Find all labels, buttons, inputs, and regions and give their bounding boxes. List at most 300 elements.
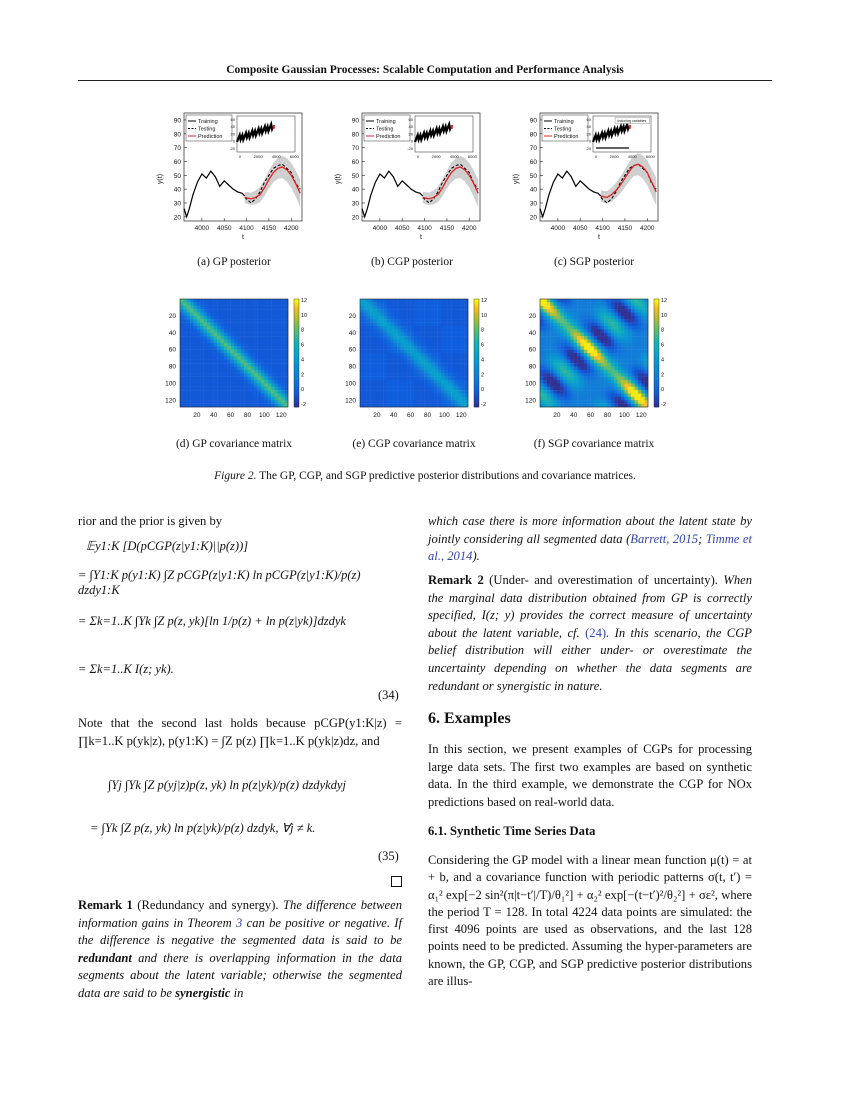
heatmap-cell (567, 370, 571, 374)
heatmap-cell (641, 326, 645, 330)
heatmap-cell (227, 390, 231, 394)
colorbar-segment (294, 383, 299, 386)
heatmap-cell (591, 400, 595, 404)
heatmap-x-tick: 100 (438, 412, 450, 419)
heatmap-cell (608, 404, 612, 408)
heatmap-cell (281, 397, 285, 401)
running-header: Composite Gaussian Processes: Scalable Computation and Performance Analysis (226, 64, 624, 76)
heatmap-cell (278, 306, 282, 310)
x-tick-label: 4200 (462, 225, 477, 232)
heatmap-cell (608, 380, 612, 384)
heatmap-cell (614, 329, 618, 333)
heatmap-cell (414, 299, 418, 303)
heatmap-cell (604, 394, 608, 398)
heatmap-cell (614, 350, 618, 354)
y-tick-label: 90 (529, 117, 537, 125)
heatmap-cell (451, 397, 455, 401)
heatmap-cell (407, 306, 411, 310)
heatmap-cell (635, 360, 639, 364)
heatmap-cell (180, 390, 184, 394)
heatmap-cell (645, 343, 649, 347)
heatmap-cell (564, 387, 568, 391)
heatmap-cell (458, 356, 462, 360)
heatmap-cell (231, 346, 235, 350)
heatmap-cell (441, 390, 445, 394)
heatmap-cell (394, 373, 398, 377)
heatmap-cell (458, 313, 462, 317)
heatmap-cell (227, 370, 231, 374)
heatmap-cell (244, 353, 248, 357)
heatmap-cell (441, 383, 445, 387)
heatmap-cell (611, 302, 615, 306)
heatmap-cell (217, 340, 221, 344)
heatmap-cell (377, 336, 381, 340)
heatmap-cell (604, 373, 608, 377)
heatmap-cell (560, 340, 564, 344)
heatmap-cell (278, 387, 282, 391)
heatmap-cell (275, 313, 279, 317)
heatmap-cell (234, 350, 238, 354)
heatmap-cell (635, 400, 639, 404)
heatmap-cell (367, 390, 371, 394)
heatmap-cell (241, 373, 245, 377)
colorbar-segment (474, 361, 479, 364)
heatmap-cell (278, 350, 282, 354)
colorbar-segment (474, 299, 479, 302)
heatmap-cell (237, 323, 241, 327)
heatmap-cell (641, 390, 645, 394)
heatmap-cell (401, 350, 405, 354)
heatmap-cell (221, 373, 225, 377)
heatmap-cell (638, 340, 642, 344)
heatmap-cell (574, 309, 578, 313)
heatmap-cell (421, 373, 425, 377)
heatmap-cell (190, 363, 194, 367)
heatmap-cell (251, 370, 255, 374)
heatmap-cell (183, 326, 187, 330)
heatmap-cell (251, 309, 255, 313)
heatmap-cell (254, 383, 258, 387)
heatmap-cell (621, 340, 625, 344)
heatmap-cell (547, 390, 551, 394)
heatmap-cell (581, 353, 585, 357)
heatmap-cell (207, 309, 211, 313)
heatmap-cell (428, 346, 432, 350)
heatmap-cell (414, 363, 418, 367)
cont-b: ). (472, 549, 480, 564)
heatmap-cell (461, 336, 465, 340)
heatmap-cell (360, 383, 364, 387)
heatmap-cell (224, 309, 228, 313)
heatmap-cell (624, 404, 628, 408)
heatmap-cell (217, 333, 221, 337)
heatmap-cell (374, 367, 378, 371)
heatmap-cell (281, 387, 285, 391)
heatmap-cell (608, 346, 612, 350)
heatmap-cell (635, 343, 639, 347)
heatmap-cell (237, 397, 241, 401)
heatmap-cell (424, 333, 428, 337)
heatmap-cell (207, 316, 211, 320)
heatmap-cell (560, 323, 564, 327)
heatmap-cell (631, 390, 635, 394)
heatmap-cell (547, 340, 551, 344)
heatmap-cell (197, 377, 201, 381)
heatmap-cell (214, 383, 218, 387)
heatmap-cell (550, 380, 554, 384)
heatmap-cell (560, 383, 564, 387)
heatmap-cell (367, 367, 371, 371)
heatmap-cell (424, 336, 428, 340)
heatmap-cell (591, 302, 595, 306)
heatmap-cell (224, 380, 228, 384)
heatmap-cell (421, 313, 425, 317)
heatmap-cell (458, 326, 462, 330)
heatmap-cell (394, 329, 398, 333)
heatmap-cell (444, 373, 448, 377)
heatmap-cell (547, 333, 551, 337)
heatmap-cell (591, 346, 595, 350)
heatmap-cell (244, 340, 248, 344)
heatmap-cell (374, 309, 378, 313)
heatmap-cell (594, 353, 598, 357)
heatmap-cell (271, 370, 275, 374)
heatmap-cell (547, 387, 551, 391)
heatmap-cell (431, 306, 435, 310)
heatmap-cell (414, 306, 418, 310)
heatmap-x-tick: 120 (455, 412, 467, 419)
heatmap-cell (448, 377, 452, 381)
heatmap-cell (411, 309, 415, 313)
heatmap-cell (554, 350, 558, 354)
citation-timme[interactable]: Timme et al., 2014 (428, 531, 752, 564)
theorem-ref[interactable]: 3 (236, 915, 243, 930)
heatmap-cell (444, 343, 448, 347)
heatmap-cell (624, 387, 628, 391)
heatmap-cell (387, 346, 391, 350)
heatmap-cell (581, 329, 585, 333)
heatmap-cell (407, 299, 411, 303)
heatmap-cell (210, 333, 214, 337)
heatmap-cell (587, 309, 591, 313)
heatmap-cell (458, 367, 462, 371)
heatmap-cell (221, 360, 225, 364)
heatmap-cell (604, 309, 608, 313)
heatmap-cell (431, 299, 435, 303)
heatmap-cell (594, 377, 598, 381)
heatmap-cell (438, 397, 442, 401)
heatmap-cell (264, 306, 268, 310)
heatmap-cell (540, 333, 544, 337)
heatmap-cell (417, 360, 421, 364)
heatmap-cell (438, 333, 442, 337)
heatmap-cell (377, 356, 381, 360)
heatmap-cell (370, 326, 374, 330)
heatmap-cell (180, 400, 184, 404)
heatmap-cell (390, 356, 394, 360)
heatmap-cell (631, 400, 635, 404)
heatmap-cell (275, 309, 279, 313)
heatmap-cell (608, 340, 612, 344)
heatmap-cell (204, 387, 208, 391)
heatmap-cell (635, 299, 639, 303)
heatmap-cell (214, 397, 218, 401)
heatmap-cell (577, 404, 581, 408)
heatmap-cell (397, 367, 401, 371)
colorbar-segment (654, 394, 659, 397)
heatmap-cell (210, 350, 214, 354)
heatmap-cell (390, 377, 394, 381)
y-tick-label: 40 (173, 186, 181, 194)
heatmap-cell (275, 400, 279, 404)
heatmap-cell (281, 370, 285, 374)
heatmap-cell (641, 397, 645, 401)
heatmap-cell (251, 350, 255, 354)
heatmap-cell (281, 326, 285, 330)
colorbar-segment (654, 313, 659, 316)
heatmap-cell (574, 363, 578, 367)
heatmap-cell (411, 336, 415, 340)
heatmap-cell (587, 367, 591, 371)
colorbar-segment (474, 402, 479, 405)
heatmap-cell (214, 377, 218, 381)
heatmap-cell (618, 400, 622, 404)
heatmap-cell (244, 333, 248, 337)
heatmap-cell (384, 313, 388, 317)
heatmap-cell (618, 336, 622, 340)
citation-barrett[interactable]: Barrett, 2015 (630, 531, 699, 546)
heatmap-cell (567, 316, 571, 320)
heatmap-cell (387, 394, 391, 398)
heatmap-cell (281, 377, 285, 381)
heatmap-cell (570, 387, 574, 391)
heatmap-cell (363, 380, 367, 384)
cgp-posterior-plot (328, 105, 488, 255)
heatmap-cell (451, 394, 455, 398)
heatmap-cell (597, 360, 601, 364)
heatmap-cell (421, 299, 425, 303)
heatmap-cell (360, 390, 364, 394)
heatmap-cell (180, 329, 184, 333)
heatmap-cell (465, 383, 469, 387)
heatmap-cell (597, 370, 601, 374)
heatmap-cells (360, 299, 468, 407)
heatmap-cell (411, 363, 415, 367)
panel-cgp-posterior (328, 105, 488, 260)
colorbar-segment (294, 326, 299, 329)
heatmap-x-tick: 40 (210, 412, 218, 419)
remark1-a: The difference between information gains in Theorem (78, 898, 403, 930)
heatmap-cell (210, 390, 214, 394)
heatmap-cell (560, 336, 564, 340)
heatmap-cell (458, 370, 462, 374)
heatmap-cell (421, 309, 425, 313)
heatmap-cell (285, 400, 289, 404)
heatmap-cell (635, 319, 639, 323)
heatmap-cell (394, 356, 398, 360)
heatmap-cell (438, 316, 442, 320)
heatmap-cell (567, 309, 571, 313)
heatmap-cell (587, 306, 591, 310)
heatmap-cell (584, 377, 588, 381)
heatmap-cell (200, 397, 204, 401)
heatmap-cell (618, 326, 622, 330)
heatmap-cell (237, 316, 241, 320)
heatmap-cell (543, 404, 547, 408)
heatmap-cell (404, 367, 408, 371)
heatmap-cell (411, 390, 415, 394)
heatmap-cell (631, 363, 635, 367)
heatmap-cell (374, 306, 378, 310)
heatmap-cell (224, 350, 228, 354)
heatmap-cell (254, 336, 258, 340)
heatmap-cell (271, 340, 275, 344)
heatmap-cell (360, 360, 364, 364)
heatmap-cell (638, 353, 642, 357)
heatmap-cell (451, 319, 455, 323)
heatmap-cell (200, 299, 204, 303)
heatmap-cell (370, 329, 374, 333)
heatmap-cell (641, 377, 645, 381)
colorbar-tick: 2 (481, 372, 485, 379)
heatmap-cell (618, 377, 622, 381)
heatmap-cell (258, 316, 262, 320)
heatmap-cell (434, 370, 438, 374)
colorbar-tick: 12 (661, 298, 668, 304)
heatmap-x-tick: 40 (390, 412, 398, 419)
heatmap-cell (374, 350, 378, 354)
heatmap-cell (207, 353, 211, 357)
heatmap-cell (377, 353, 381, 357)
heatmap-cell (275, 387, 279, 391)
heatmap-cell (367, 316, 371, 320)
heatmap-cell (635, 373, 639, 377)
heatmap-cell (448, 336, 452, 340)
colorbar-segment (294, 399, 299, 402)
heatmap-cell (264, 353, 268, 357)
heatmap-cell (254, 387, 258, 391)
heatmap-cell (370, 340, 374, 344)
heatmap-cell (278, 373, 282, 377)
heatmap-cell (624, 370, 628, 374)
heatmap-cell (641, 367, 645, 371)
heatmap-cell (200, 394, 204, 398)
heatmap-cell (183, 306, 187, 310)
heatmap-cell (621, 383, 625, 387)
heatmap-cell (645, 404, 649, 408)
legend-label: Prediction (554, 134, 579, 140)
colorbar-segment (654, 402, 659, 405)
heatmap-cell (231, 356, 235, 360)
heatmap-cell (404, 313, 408, 317)
heatmap-cell (417, 313, 421, 317)
heatmap-cell (614, 299, 618, 303)
synergistic-term: synergistic (175, 985, 231, 1000)
heatmap-cell (451, 356, 455, 360)
heatmap-cell (275, 316, 279, 320)
heatmap-cell (560, 404, 564, 408)
eq-ref-24[interactable]: (24) (585, 625, 607, 640)
heatmap-cell (251, 326, 255, 330)
heatmap-cell (451, 367, 455, 371)
heatmap-cell (194, 326, 198, 330)
colorbar-tick: 6 (661, 342, 665, 349)
heatmap-cell (380, 360, 384, 364)
colorbar-segment (294, 342, 299, 345)
heatmap-cell (207, 299, 211, 303)
heatmap-cell (638, 346, 642, 350)
heatmap-cell (417, 394, 421, 398)
heatmap-cell (557, 363, 561, 367)
heatmap-cell (217, 356, 221, 360)
heatmap-cell (597, 309, 601, 313)
heatmap-cell (597, 313, 601, 317)
heatmap-cell (221, 387, 225, 391)
heatmap-cell (200, 302, 204, 306)
heatmap-cell (234, 329, 238, 333)
heatmap-cell (455, 316, 459, 320)
heatmap-cell (183, 363, 187, 367)
heatmap-cell (438, 377, 442, 381)
heatmap-cell (547, 313, 551, 317)
heatmap-cell (268, 313, 272, 317)
heatmap-cell (237, 387, 241, 391)
heatmap-cell (281, 306, 285, 310)
heatmap-cell (258, 373, 262, 377)
colorbar-segment (654, 310, 659, 313)
heatmap-cell (231, 333, 235, 337)
heatmap-cell (217, 397, 221, 401)
heatmap-cell (241, 346, 245, 350)
colorbar-segment (474, 315, 479, 318)
heatmap-cell (645, 306, 649, 310)
heatmap-cell (190, 404, 194, 408)
heatmap-cell (367, 313, 371, 317)
heatmap-cell (183, 329, 187, 333)
subsection-title: 6.1. Synthetic Time Series Data (428, 824, 596, 838)
heatmap-cell (611, 329, 615, 333)
heatmap-cell (200, 370, 204, 374)
y-tick-label: 60 (529, 158, 537, 166)
heatmap-cell (638, 316, 642, 320)
heatmap-cell (444, 370, 448, 374)
heatmap-cell (414, 309, 418, 313)
heatmap-cell (428, 299, 432, 303)
heatmap-cell (207, 306, 211, 310)
heatmap-cell (458, 323, 462, 327)
heatmap-cell (638, 370, 642, 374)
colorbar-segment (474, 364, 479, 367)
heatmap-cell (380, 316, 384, 320)
heatmap-cell (624, 360, 628, 364)
heatmap-cell (207, 400, 211, 404)
heatmap-cell (384, 397, 388, 401)
heatmap-cell (380, 329, 384, 333)
heatmap-cell (597, 367, 601, 371)
heatmap-cell (404, 350, 408, 354)
heatmap-cell (210, 387, 214, 391)
heatmap-cell (190, 356, 194, 360)
heatmap-cell (271, 313, 275, 317)
heatmap-cell (374, 363, 378, 367)
heatmap-cell (221, 404, 225, 408)
heatmap-cell (591, 323, 595, 327)
heatmap-cell (194, 400, 198, 404)
heatmap-cell (187, 346, 191, 350)
heatmap-cell (190, 397, 194, 401)
heatmap-cell (275, 360, 279, 364)
heatmap-cell (404, 394, 408, 398)
